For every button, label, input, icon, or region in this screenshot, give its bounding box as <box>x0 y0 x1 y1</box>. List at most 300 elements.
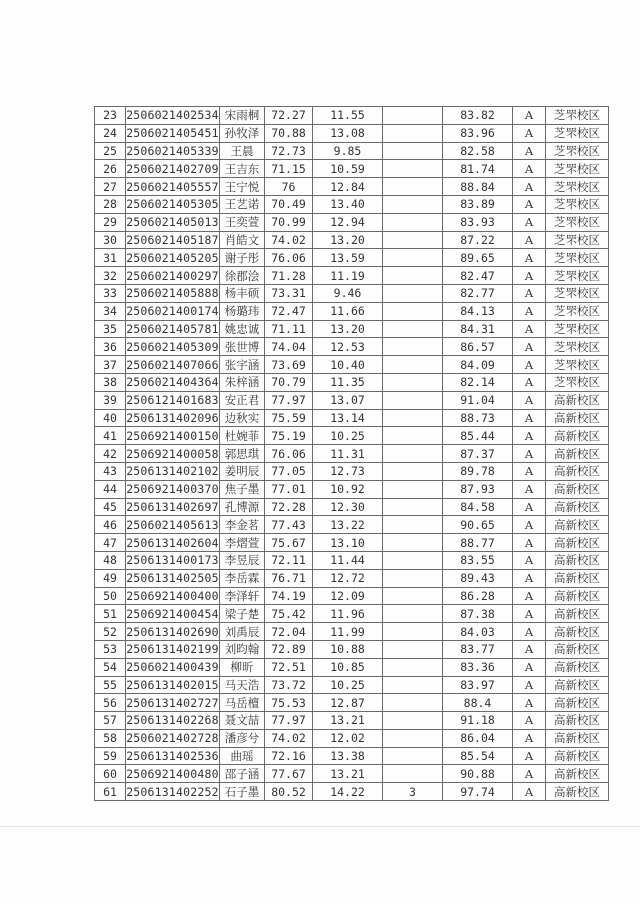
campus-cell: 芝罘校区 <box>546 320 609 338</box>
score-2-cell: 12.30 <box>313 498 383 516</box>
total-score-cell: 84.58 <box>443 498 513 516</box>
score-2-cell: 9.46 <box>313 284 383 302</box>
total-score-cell: 82.47 <box>443 267 513 285</box>
row-number-cell: 32 <box>95 267 126 285</box>
campus-cell: 高新校区 <box>546 445 609 463</box>
score-1-cell: 73.72 <box>265 676 313 694</box>
score-1-cell: 70.49 <box>265 195 313 213</box>
grade-cell: A <box>513 498 546 516</box>
score-2-cell: 13.08 <box>313 124 383 142</box>
table-row <box>95 302 609 320</box>
score-2-cell: 11.55 <box>313 107 383 125</box>
table-row <box>95 712 609 730</box>
score-2-cell: 12.73 <box>313 462 383 480</box>
student-name-cell: 王吉东 <box>220 160 265 178</box>
score-2-cell: 12.72 <box>313 569 383 587</box>
grade-cell: A <box>513 409 546 427</box>
campus-cell: 高新校区 <box>546 747 609 765</box>
score-2-cell: 10.59 <box>313 160 383 178</box>
student-name-cell: 张世博 <box>220 338 265 356</box>
table-row <box>95 427 609 445</box>
row-number-cell: 42 <box>95 445 126 463</box>
row-number-cell: 44 <box>95 480 126 498</box>
total-score-cell: 86.57 <box>443 338 513 356</box>
row-number-cell: 28 <box>95 195 126 213</box>
bonus-cell <box>383 658 443 676</box>
score-2-cell: 10.92 <box>313 480 383 498</box>
table-row <box>95 320 609 338</box>
exam-id-cell: 2506921400454 <box>126 606 219 621</box>
score-1-cell: 75.53 <box>265 694 313 712</box>
score-1-cell: 77.05 <box>265 462 313 480</box>
bonus-cell <box>383 107 443 125</box>
row-number-cell: 58 <box>95 729 126 747</box>
bonus-cell <box>383 391 443 409</box>
score-1-cell: 74.02 <box>265 231 313 249</box>
campus-cell: 高新校区 <box>546 462 609 480</box>
bonus-cell <box>383 765 443 783</box>
score-1-cell: 72.11 <box>265 551 313 569</box>
grade-cell: A <box>513 747 546 765</box>
bonus-cell <box>383 427 443 445</box>
bonus-cell <box>383 694 443 712</box>
row-number-cell: 61 <box>95 783 126 801</box>
score-2-cell: 11.66 <box>313 302 383 320</box>
total-score-cell: 87.93 <box>443 480 513 498</box>
score-1-cell: 76.71 <box>265 569 313 587</box>
total-score-cell: 82.58 <box>443 142 513 160</box>
table-row <box>95 107 609 125</box>
table-row <box>95 373 609 391</box>
total-score-cell: 84.03 <box>443 623 513 641</box>
student-name-cell: 李泽轩 <box>220 587 265 605</box>
grade-cell: A <box>513 284 546 302</box>
exam-id-cell: 2506021405557 <box>126 179 219 194</box>
campus-cell: 芝罘校区 <box>546 356 609 374</box>
student-name-cell: 徐郡浍 <box>220 267 265 285</box>
table-row <box>95 124 609 142</box>
total-score-cell: 86.04 <box>443 729 513 747</box>
campus-cell: 高新校区 <box>546 623 609 641</box>
grade-cell: A <box>513 765 546 783</box>
bonus-cell: 3 <box>383 783 443 801</box>
score-2-cell: 11.35 <box>313 373 383 391</box>
grade-cell: A <box>513 658 546 676</box>
grade-cell: A <box>513 391 546 409</box>
score-2-cell: 12.09 <box>313 587 383 605</box>
grade-cell: A <box>513 676 546 694</box>
bonus-cell <box>383 623 443 641</box>
campus-cell: 芝罘校区 <box>546 107 609 125</box>
grade-cell: A <box>513 142 546 160</box>
score-2-cell: 13.20 <box>313 231 383 249</box>
exam-id-cell: 2506021400439 <box>126 660 219 675</box>
row-number-cell: 52 <box>95 623 126 641</box>
score-2-cell: 12.02 <box>313 729 383 747</box>
score-1-cell: 75.42 <box>265 605 313 623</box>
total-score-cell: 82.77 <box>443 284 513 302</box>
score-1-cell: 74.02 <box>265 729 313 747</box>
grade-cell: A <box>513 249 546 267</box>
campus-cell: 高新校区 <box>546 729 609 747</box>
grade-cell: A <box>513 356 546 374</box>
row-number-cell: 43 <box>95 462 126 480</box>
score-2-cell: 13.20 <box>313 320 383 338</box>
score-2-cell: 9.85 <box>313 142 383 160</box>
score-2-cell: 11.44 <box>313 551 383 569</box>
student-name-cell: 杨璐玮 <box>220 302 265 320</box>
score-2-cell: 10.25 <box>313 427 383 445</box>
bonus-cell <box>383 712 443 730</box>
campus-cell: 芝罘校区 <box>546 302 609 320</box>
row-number-cell: 39 <box>95 391 126 409</box>
exam-id-cell: 2506131402252 <box>126 784 219 799</box>
student-name-cell: 肖皓文 <box>220 231 265 249</box>
grade-cell: A <box>513 195 546 213</box>
score-2-cell: 14.22 <box>313 783 383 801</box>
total-score-cell: 83.97 <box>443 676 513 694</box>
table-row <box>95 765 609 783</box>
exam-id-cell: 2506921400480 <box>126 766 219 781</box>
exam-id-cell: 2506021404364 <box>126 375 219 390</box>
campus-cell: 高新校区 <box>546 605 609 623</box>
table-row <box>95 178 609 196</box>
student-name-cell: 安正君 <box>220 391 265 409</box>
score-2-cell: 11.19 <box>313 267 383 285</box>
exam-id-cell: 2506131402505 <box>126 571 219 586</box>
bonus-cell <box>383 569 443 587</box>
table-row <box>95 445 609 463</box>
total-score-cell: 82.14 <box>443 373 513 391</box>
exam-id-cell: 2506021402728 <box>126 731 219 746</box>
campus-cell: 芝罘校区 <box>546 373 609 391</box>
bonus-cell <box>383 747 443 765</box>
row-number-cell: 40 <box>95 409 126 427</box>
bonus-cell <box>383 142 443 160</box>
score-1-cell: 73.69 <box>265 356 313 374</box>
exam-id-cell: 2506121401683 <box>126 393 219 408</box>
campus-cell: 芝罘校区 <box>546 213 609 231</box>
grade-cell: A <box>513 445 546 463</box>
score-1-cell: 73.31 <box>265 284 313 302</box>
row-number-cell: 50 <box>95 587 126 605</box>
table-row <box>95 498 609 516</box>
bonus-cell <box>383 302 443 320</box>
total-score-cell: 91.18 <box>443 712 513 730</box>
campus-cell: 高新校区 <box>546 658 609 676</box>
exam-id-cell: 2506921400058 <box>126 446 219 461</box>
table-row <box>95 195 609 213</box>
row-number-cell: 56 <box>95 694 126 712</box>
score-1-cell: 72.89 <box>265 640 313 658</box>
score-2-cell: 13.21 <box>313 765 383 783</box>
bonus-cell <box>383 178 443 196</box>
total-score-cell: 85.54 <box>443 747 513 765</box>
student-name-cell: 马岳檀 <box>220 694 265 712</box>
campus-cell: 高新校区 <box>546 534 609 552</box>
student-name-cell: 潘彦兮 <box>220 729 265 747</box>
row-number-cell: 48 <box>95 551 126 569</box>
exam-id-cell: 2506131400173 <box>126 553 219 568</box>
grade-cell: A <box>513 338 546 356</box>
campus-cell: 芝罘校区 <box>546 267 609 285</box>
score-1-cell: 74.04 <box>265 338 313 356</box>
total-score-cell: 84.13 <box>443 302 513 320</box>
grade-cell: A <box>513 462 546 480</box>
total-score-cell: 85.44 <box>443 427 513 445</box>
score-1-cell: 71.15 <box>265 160 313 178</box>
campus-cell: 高新校区 <box>546 480 609 498</box>
total-score-cell: 83.93 <box>443 213 513 231</box>
grade-cell: A <box>513 729 546 747</box>
score-2-cell: 12.94 <box>313 213 383 231</box>
total-score-cell: 83.55 <box>443 551 513 569</box>
row-number-cell: 57 <box>95 712 126 730</box>
exam-id-cell: 2506021405187 <box>126 232 219 247</box>
exam-id-cell: 2506021405613 <box>126 517 219 532</box>
bonus-cell <box>383 338 443 356</box>
table-row <box>95 356 609 374</box>
row-number-cell: 59 <box>95 747 126 765</box>
bonus-cell <box>383 356 443 374</box>
score-1-cell: 72.47 <box>265 302 313 320</box>
campus-cell: 高新校区 <box>546 569 609 587</box>
score-2-cell: 12.53 <box>313 338 383 356</box>
student-name-cell: 杜婉菲 <box>220 427 265 445</box>
score-2-cell: 13.38 <box>313 747 383 765</box>
total-score-cell: 87.37 <box>443 445 513 463</box>
score-1-cell: 72.27 <box>265 107 313 125</box>
row-number-cell: 30 <box>95 231 126 249</box>
row-number-cell: 23 <box>95 107 126 125</box>
total-score-cell: 84.31 <box>443 320 513 338</box>
score-2-cell: 11.96 <box>313 605 383 623</box>
score-1-cell: 77.97 <box>265 712 313 730</box>
bonus-cell <box>383 213 443 231</box>
row-number-cell: 26 <box>95 160 126 178</box>
table-row <box>95 569 609 587</box>
page-footer-rule <box>0 826 640 827</box>
score-2-cell: 13.10 <box>313 534 383 552</box>
score-1-cell: 72.73 <box>265 142 313 160</box>
table-row <box>95 729 609 747</box>
exam-id-cell: 2506131402268 <box>126 713 219 728</box>
exam-id-cell: 2506131402690 <box>126 624 219 639</box>
table-row <box>95 231 609 249</box>
grade-cell: A <box>513 107 546 125</box>
total-score-cell: 84.09 <box>443 356 513 374</box>
bonus-cell <box>383 462 443 480</box>
table-row <box>95 587 609 605</box>
student-name-cell: 杨丰硕 <box>220 284 265 302</box>
campus-cell: 高新校区 <box>546 765 609 783</box>
student-name-cell: 孔博源 <box>220 498 265 516</box>
score-2-cell: 10.88 <box>313 640 383 658</box>
exam-id-cell: 2506021402534 <box>126 108 219 123</box>
campus-cell: 高新校区 <box>546 498 609 516</box>
total-score-cell: 89.43 <box>443 569 513 587</box>
total-score-cell: 88.73 <box>443 409 513 427</box>
bonus-cell <box>383 320 443 338</box>
table-row <box>95 338 609 356</box>
total-score-cell: 83.89 <box>443 195 513 213</box>
exam-id-cell: 2506921400370 <box>126 482 219 497</box>
grade-cell: A <box>513 480 546 498</box>
total-score-cell: 81.74 <box>443 160 513 178</box>
score-2-cell: 10.40 <box>313 356 383 374</box>
grade-cell: A <box>513 605 546 623</box>
grade-cell: A <box>513 427 546 445</box>
table-row <box>95 160 609 178</box>
row-number-cell: 25 <box>95 142 126 160</box>
grade-cell: A <box>513 160 546 178</box>
student-name-cell: 梁子楚 <box>220 605 265 623</box>
bonus-cell <box>383 605 443 623</box>
table-row <box>95 267 609 285</box>
row-number-cell: 27 <box>95 178 126 196</box>
total-score-cell: 83.77 <box>443 640 513 658</box>
exam-id-cell: 2506131402199 <box>126 642 219 657</box>
exam-id-cell: 2506131402536 <box>126 749 219 764</box>
grade-cell: A <box>513 551 546 569</box>
row-number-cell: 51 <box>95 605 126 623</box>
student-name-cell: 李金茗 <box>220 516 265 534</box>
table-row <box>95 409 609 427</box>
row-number-cell: 35 <box>95 320 126 338</box>
student-name-cell: 焦子墨 <box>220 480 265 498</box>
bonus-cell <box>383 284 443 302</box>
campus-cell: 高新校区 <box>546 516 609 534</box>
table-row <box>95 391 609 409</box>
table-row <box>95 213 609 231</box>
campus-cell: 芝罘校区 <box>546 231 609 249</box>
exam-id-cell: 2506131402727 <box>126 695 219 710</box>
exam-id-cell: 2506131402102 <box>126 464 219 479</box>
score-2-cell: 13.07 <box>313 391 383 409</box>
student-name-cell: 王艺诺 <box>220 195 265 213</box>
bonus-cell <box>383 676 443 694</box>
exam-id-cell: 2506021405013 <box>126 215 219 230</box>
bonus-cell <box>383 124 443 142</box>
exam-id-cell: 2506021405305 <box>126 197 219 212</box>
score-2-cell: 11.31 <box>313 445 383 463</box>
exam-id-cell: 2506021402709 <box>126 161 219 176</box>
exam-id-cell: 2506131402015 <box>126 677 219 692</box>
total-score-cell: 83.82 <box>443 107 513 125</box>
campus-cell: 高新校区 <box>546 587 609 605</box>
row-number-cell: 49 <box>95 569 126 587</box>
row-number-cell: 55 <box>95 676 126 694</box>
exam-id-cell: 2506021405309 <box>126 339 219 354</box>
exam-id-cell: 2506021405451 <box>126 126 219 141</box>
row-number-cell: 46 <box>95 516 126 534</box>
score-2-cell: 10.25 <box>313 676 383 694</box>
exam-id-cell: 2506921400150 <box>126 428 219 443</box>
total-score-cell: 88.77 <box>443 534 513 552</box>
bonus-cell <box>383 480 443 498</box>
score-1-cell: 70.99 <box>265 213 313 231</box>
grade-cell: A <box>513 320 546 338</box>
score-2-cell: 13.21 <box>313 712 383 730</box>
student-name-cell: 宋雨桐 <box>220 107 265 125</box>
table-row <box>95 284 609 302</box>
student-name-cell: 马天浩 <box>220 676 265 694</box>
score-1-cell: 70.79 <box>265 373 313 391</box>
exam-id-cell: 2506921400400 <box>126 588 219 603</box>
total-score-cell: 88.4 <box>443 694 513 712</box>
campus-cell: 高新校区 <box>546 712 609 730</box>
table-row <box>95 676 609 694</box>
row-number-cell: 54 <box>95 658 126 676</box>
grade-cell: A <box>513 231 546 249</box>
grade-cell: A <box>513 694 546 712</box>
student-name-cell: 边秋实 <box>220 409 265 427</box>
total-score-cell: 87.38 <box>443 605 513 623</box>
row-number-cell: 36 <box>95 338 126 356</box>
student-name-cell: 姚忠诚 <box>220 320 265 338</box>
grade-cell: A <box>513 267 546 285</box>
total-score-cell: 87.22 <box>443 231 513 249</box>
score-2-cell: 12.87 <box>313 694 383 712</box>
grade-cell: A <box>513 623 546 641</box>
score-2-cell: 13.40 <box>313 195 383 213</box>
campus-cell: 高新校区 <box>546 694 609 712</box>
row-number-cell: 41 <box>95 427 126 445</box>
student-name-cell: 李熠萱 <box>220 534 265 552</box>
exam-id-cell: 2506021405339 <box>126 143 219 158</box>
table-row <box>95 783 609 801</box>
row-number-cell: 47 <box>95 534 126 552</box>
campus-cell: 芝罘校区 <box>546 160 609 178</box>
grade-cell: A <box>513 373 546 391</box>
bonus-cell <box>383 640 443 658</box>
bonus-cell <box>383 231 443 249</box>
table-row <box>95 658 609 676</box>
table-row <box>95 516 609 534</box>
exam-id-cell: 2506021405781 <box>126 321 219 336</box>
table-row <box>95 249 609 267</box>
bonus-cell <box>383 195 443 213</box>
grade-cell: A <box>513 213 546 231</box>
table-row <box>95 623 609 641</box>
total-score-cell: 89.78 <box>443 462 513 480</box>
student-name-cell: 郭思琪 <box>220 445 265 463</box>
table-row <box>95 551 609 569</box>
score-table <box>94 106 609 801</box>
bonus-cell <box>383 160 443 178</box>
student-name-cell: 王奕萱 <box>220 213 265 231</box>
row-number-cell: 53 <box>95 640 126 658</box>
student-name-cell: 朱梓涵 <box>220 373 265 391</box>
grade-cell: A <box>513 302 546 320</box>
grade-cell: A <box>513 178 546 196</box>
student-name-cell: 刘禹辰 <box>220 623 265 641</box>
bonus-cell <box>383 249 443 267</box>
bonus-cell <box>383 498 443 516</box>
score-1-cell: 75.59 <box>265 409 313 427</box>
bonus-cell <box>383 445 443 463</box>
score-1-cell: 74.19 <box>265 587 313 605</box>
table-row <box>95 605 609 623</box>
score-1-cell: 77.97 <box>265 391 313 409</box>
score-1-cell: 72.04 <box>265 623 313 641</box>
student-name-cell: 刘昀翰 <box>220 640 265 658</box>
score-1-cell: 76.06 <box>265 249 313 267</box>
exam-id-cell: 2506131402697 <box>126 499 219 514</box>
grade-cell: A <box>513 534 546 552</box>
student-name-cell: 姜明辰 <box>220 462 265 480</box>
campus-cell: 芝罘校区 <box>546 142 609 160</box>
